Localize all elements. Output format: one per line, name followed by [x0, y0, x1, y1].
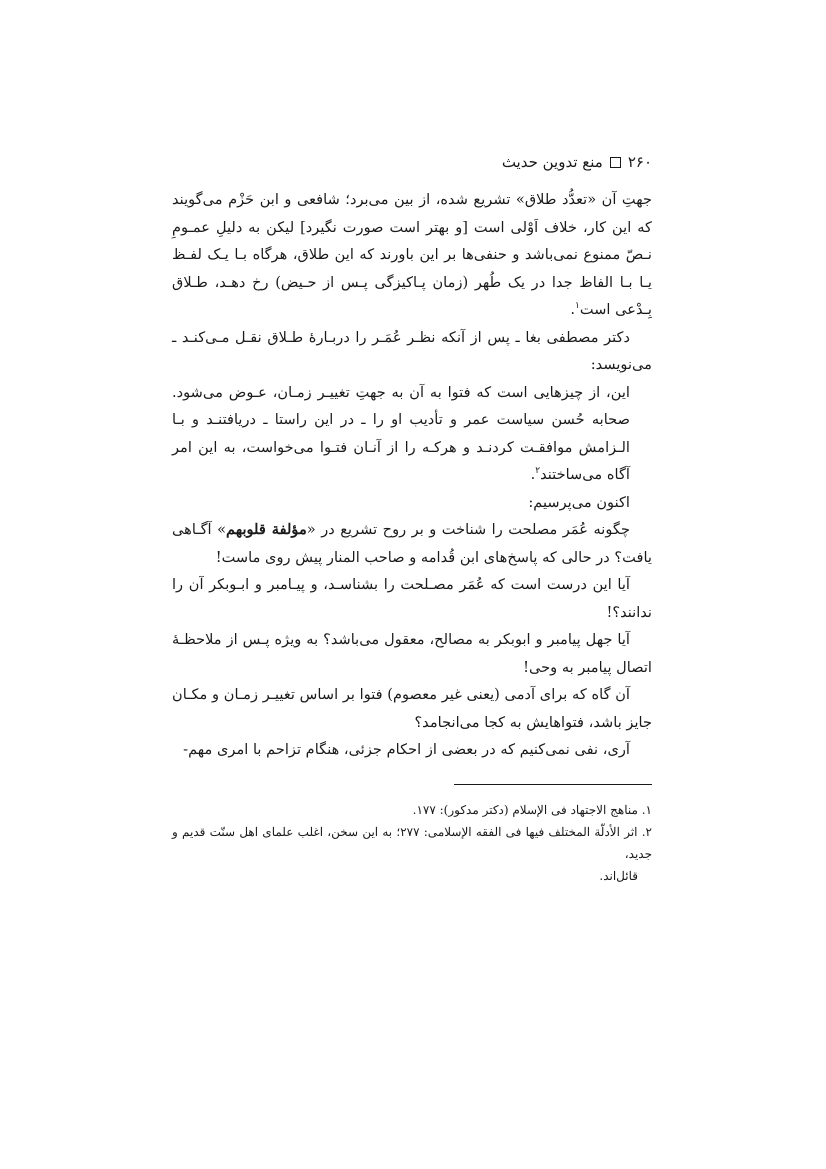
footnote-1: ۱. مناهج الاجتهاد فی الإسلام (دکتر مدکور): ۱۷۷.	[412, 802, 652, 817]
page-header	[172, 150, 652, 174]
paragraph-6: آیا جهل پیامبر و ابوبکر به مصالح، معقول می‌باشد؟ به ویژه پـس از ملاحظـۀ اتصال پیامبر به وحی!	[172, 631, 652, 676]
footnote-separator	[454, 784, 652, 785]
square-ornament-icon	[610, 157, 621, 168]
footnote-2: ۲. اثر الأدلّة المختلف فیها فی الفقه الإسلامی: ۲۷۷؛ به این سخن، اغلب علمای اهل سنّت قدیم و جدید،	[172, 824, 652, 861]
footnote-2-continuation: قائل‌اند.	[599, 868, 638, 883]
document-page	[172, 150, 652, 887]
paragraph-7: آن گاه که برای آدمی (یعنی غیر معصوم) فتوا بر اساس تغییـر زمـان و مکـان جایز باشد، فتواهایش به کجا می‌انجامد؟	[172, 686, 652, 731]
page-number: ۲۶۰	[627, 153, 652, 171]
paragraph-4	[172, 516, 652, 571]
paragraph-1-text: جهتِ آن «تعدُّد طلاق» تشریع شده، از بین می‌برد؛ شافعی و ابن حَزْم می‌گویند که این کار، خلاف اَوْلی است [و بهتر است صورت نگیرد] لیکن به دلیلِ عمـومِ نـصّ ممنوع نمی‌باشد و حنفی‌ها بر این باورند که این طلاق، هرگاه بـا یـک لفـظ یـا بـا الفاظ جدا در یک طُهر (زمان پـاکیزگی پـس از حـیض) رخ دهـد، طـلاق بِـدْعی است	[172, 191, 652, 318]
paragraph-4-before: چگونه عُمَر مصلحت را شناخت و بر روح تشریع در «	[306, 521, 630, 538]
footnote-separator-wrap	[172, 784, 652, 785]
block-quote: این، از چیزهایی است که فتوا به آن به جهتِ تغییـر زمـان، عـوض می‌شود. صحابه حُسن سیاست عمر و تأدیب او را ـ در این راستا ـ دریافتنـد و بـا الـزامش موافقـت کردنـد و هرکـه را از آنـان فتـوا می‌خواست، به این امر آگاه می‌ساختند$^۲$.	[172, 383, 630, 483]
paragraph-3: اکنون می‌پرسیم:	[528, 493, 630, 511]
running-title: منع تدوین حدیث	[501, 153, 603, 171]
paragraph-2: دکتر مصطفی بغا ـ پس از آنکه نظـر عُمَـر را دربـارۀ طـلاق نقـل مـی‌کنـد ـ می‌نویسد:	[172, 328, 652, 373]
footnote-ref-1: ۱	[575, 301, 580, 312]
paragraph-8: آری، نفی نمی‌کنیم که در بعضی از احکام جزئی، هنگام تزاحم با امری مهم-	[183, 741, 630, 758]
paragraph-4-bold-term: مؤلفة قلوبهم	[226, 521, 307, 538]
paragraph-5: آیا این درست است که عُمَر مصـلحت را بشناسـد، و پیـامبر و ابـوبکر آن را ندانند؟!	[172, 576, 652, 621]
paragraph-4-after: » آگـاهی یافت؟ در حالی که پاسخ‌های ابن قُدامه و صاحب المنار پیش روی ماست!	[172, 521, 652, 566]
block-quote-text: این، از چیزهایی است که فتوا به آن به جهتِ تغییـر زمـان، عـوض می‌شود. صحابه حُسن سیاست عمر و تأدیب او را ـ در این راستا ـ دریافتنـد و بـا الـزامش موافقـت کردنـد و هرکـه را از آنـان فتـوا می‌خواست، به این امر آگاه می‌ساختند	[172, 383, 630, 483]
footnote-ref-2: ۲	[535, 466, 541, 477]
paragraph-1: جهتِ آن «تعدُّد طلاق» تشریع شده، از بین می‌برد؛ شافعی و ابن حَزْم می‌گویند که این کار، خلاف اَوْلی است [و بهتر است صورت نگیرد] لیکن به دلیلِ عمـومِ نـصّ ممنوع نمی‌باشد و حنفی‌ها بر این باورند که این طلاق، هرگاه بـا یـک لفـظ یـا بـا الفاظ جدا در یک طُهر (زمان پـاکیزگی پـس از حـیض) رخ دهـد، طـلاق بِـدْعی است$^۱$.	[172, 191, 652, 318]
